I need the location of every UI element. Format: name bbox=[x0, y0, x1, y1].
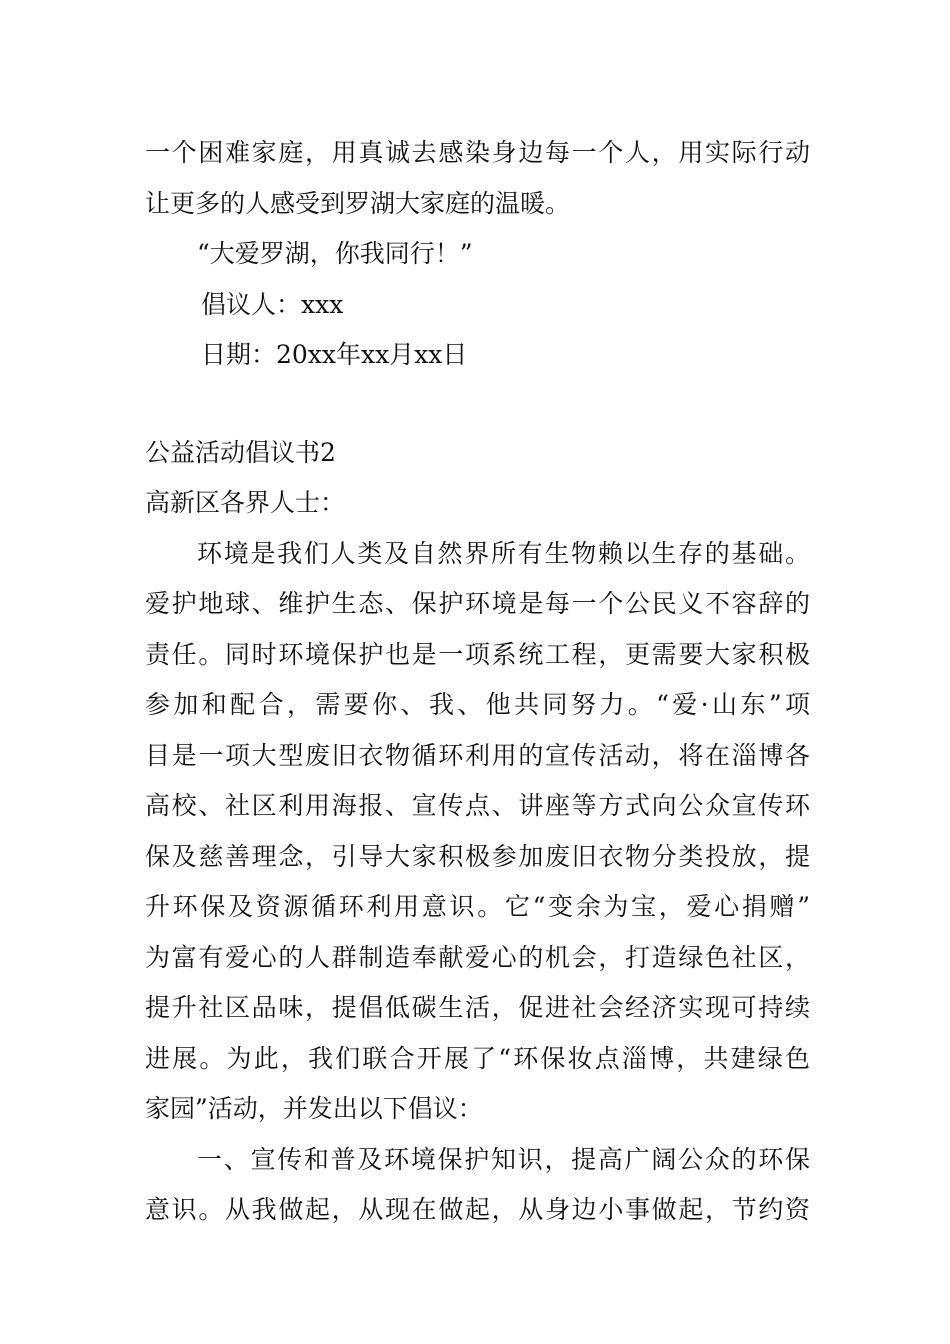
slogan-line: “大爱罗湖，你我同行！” bbox=[197, 239, 473, 268]
paragraph1-line-7: 保及慈善理念，引导大家积极参加废旧衣物分类投放，提 bbox=[145, 841, 810, 871]
paragraph1-line-3: 责任。同时环境保护也是一项系统工程，更需要大家积极 bbox=[145, 639, 810, 669]
paragraph1-line-1: 环境是我们人类及自然界所有生物赖以生存的基础。 bbox=[197, 538, 810, 568]
intro-line-2: 让更多的人感受到罗湖大家庭的温暖。 bbox=[145, 188, 571, 218]
paragraph1-line-8: 升环保及资源循环利用意识。它“变余为宝，爱心捐赠” bbox=[145, 892, 810, 921]
paragraph1-line-4: 参加和配合，需要你、我、他共同努力。“爱·山东”项 bbox=[145, 690, 810, 719]
intro-line-1: 一个困难家庭，用真诚去感染身边每一个人，用实际行动 bbox=[145, 138, 810, 167]
paragraph1-line-9: 为富有爱心的人群制造奉献爱心的机会，打造绿色社区， bbox=[145, 942, 810, 972]
section-gap bbox=[145, 381, 810, 428]
paragraph1-line-12: 家园”活动，并发出以下倡议： bbox=[145, 1094, 483, 1123]
paragraph1-line-6: 高校、社区利用海报、宣传点、讲座等方式向公众宣传环 bbox=[145, 791, 810, 820]
paragraph2-line-2: 意识。从我做起，从现在做起，从身边小事做起，节约资 bbox=[145, 1195, 810, 1224]
paragraph1-line-11: 进展。为此，我们联合开展了“环保妆点淄博，共建绿色 bbox=[145, 1043, 810, 1073]
proposer-line: 倡议人：xxx bbox=[201, 289, 344, 319]
document-body bbox=[145, 128, 810, 1236]
paragraph1-line-10: 提升社区品味，提倡低碳生活，促进社会经济实现可持续 bbox=[145, 993, 810, 1022]
paragraph2-line-1: 一、宣传和普及环境保护知识，提高广阔公众的环保 bbox=[197, 1144, 810, 1174]
section-title: 公益活动倡议书2 bbox=[145, 437, 336, 467]
paragraph1-line-2: 爱护地球、维护生态、保护环境是每一个公民义不容辞的 bbox=[145, 589, 810, 618]
date-line: 日期：20xx年xx月xx日 bbox=[201, 340, 468, 369]
paragraph1-line-5: 目是一项大型废旧衣物循环利用的宣传活动，将在淄博各 bbox=[145, 740, 810, 770]
salutation: 高新区各界人士： bbox=[145, 488, 346, 517]
